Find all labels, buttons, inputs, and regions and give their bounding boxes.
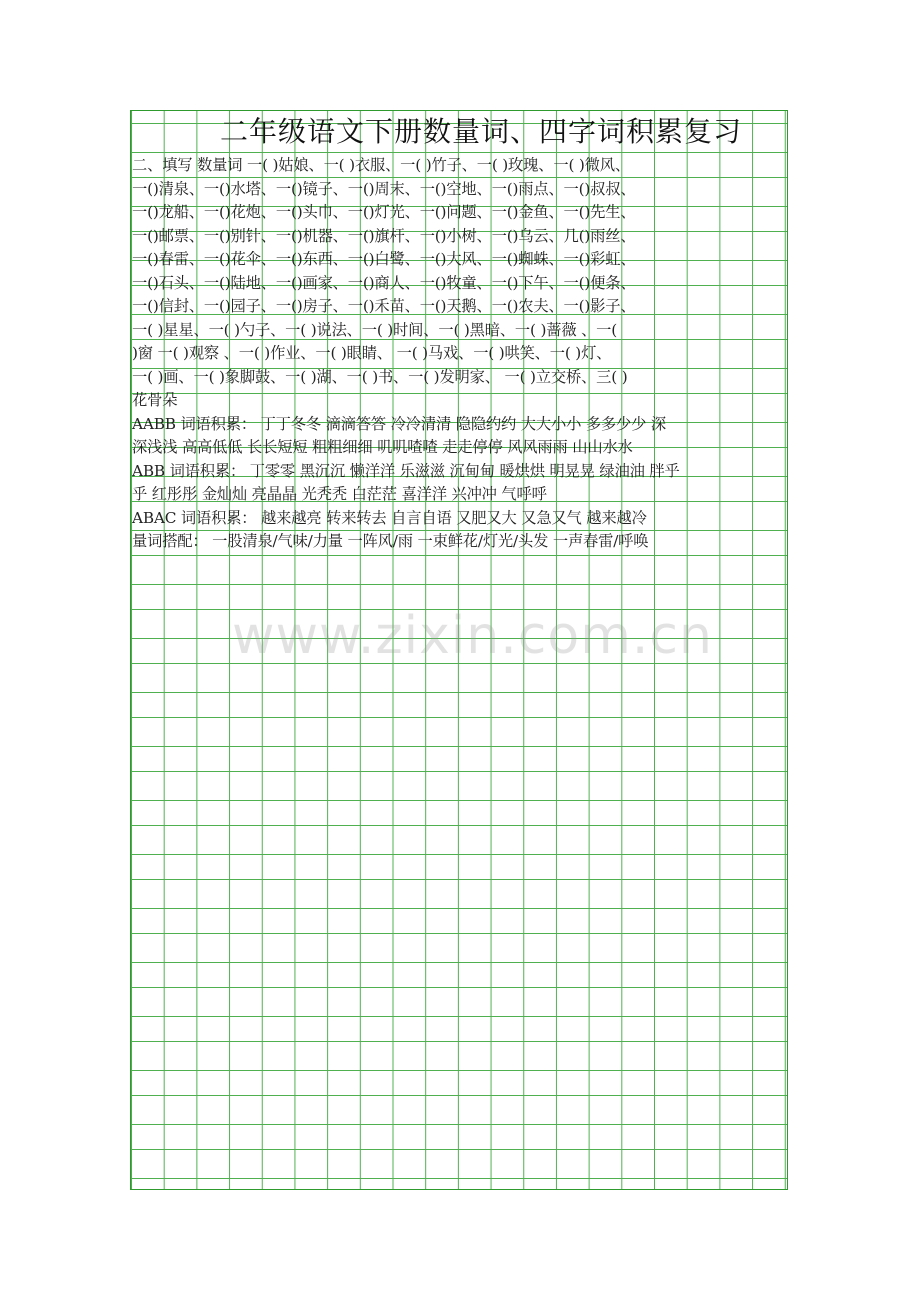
text-line: 一()邮票、一()别针、一()机器、一()旗杆、一()小树、一()乌云、几()雨丝、 xyxy=(132,226,636,245)
watermark: www.zixin.com.cn xyxy=(232,606,713,666)
text-line: AABB 词语积累： 丁丁冬冬 滴滴答答 冷冷清清 隐隐约约 大大小小 多多少少 深 xyxy=(132,414,666,433)
text-line: 一( )画、一( )象脚鼓、一( )湖、一( )书、一( )发明家、 一( )立交桥、三( ) xyxy=(132,367,628,386)
text-line: 乎 红彤彤 金灿灿 亮晶晶 光秃秃 白茫茫 喜洋洋 兴冲冲 气呼呼 xyxy=(132,485,547,503)
text-line: 深浅浅 高高低低 长长短短 粗粗细细 叽叽喳喳 走走停停 风风雨雨 山山水水 xyxy=(132,438,633,456)
text-line: 一()春雷、一()花伞、一()东西、一()白鹭、一()大风、一()蜘蛛、一()彩虹、 xyxy=(132,250,636,268)
text-line: ABAC 词语积累： 越来越亮 转来转去 自言自语 又肥又大 又急又气 越来越冷 xyxy=(132,508,647,527)
text-line: 二、填写 数量词 一( )姑娘、一( )衣服、一( )竹子、一( )玫瑰、一( )微风、 xyxy=(132,156,630,174)
text-line: 花骨朵 xyxy=(132,391,178,409)
page-title: 二年级语文下册数量词、四字词积累复习 xyxy=(219,115,742,148)
document-body xyxy=(132,110,794,554)
text-line: 一( )星星、一( )勺子、一( )说法、一( )时间、一( )黑暗、一( )蔷薇 、一( xyxy=(132,320,618,339)
text-line: 一()清泉、一()水塔、一()镜子、一()周末、一()空地、一()雨点、一()叔叔、 xyxy=(132,179,636,198)
text-line: 一()石头、一()陆地、一()画家、一()商人、一()牧童、一()下午、一()便条、 xyxy=(132,273,636,292)
text-line: 量词搭配： 一股清泉/气味/力量 一阵风/雨 一束鲜花/灯光/头发 一声春雷/呼唤 xyxy=(132,532,649,550)
text-line: 一()龙船、一()花炮、一()头巾、一()灯光、一()问题、一()金鱼、一()先生、 xyxy=(132,203,636,221)
text-line: )窗 一( )观察 、一( )作业、一( )眼睛、 一( )马戏、一( )哄笑、一( )灯、 xyxy=(132,344,612,362)
text-line: 一()信封、一()园子、一()房子、一()禾苗、一()天鹅、一()农夫、一()影子、 xyxy=(132,297,636,315)
text-line: ABB 词语积累： 丁零零 黑沉沉 懒洋洋 乐滋滋 沉甸甸 暖烘烘 明晃晃 绿油油 胖乎 xyxy=(132,461,680,480)
